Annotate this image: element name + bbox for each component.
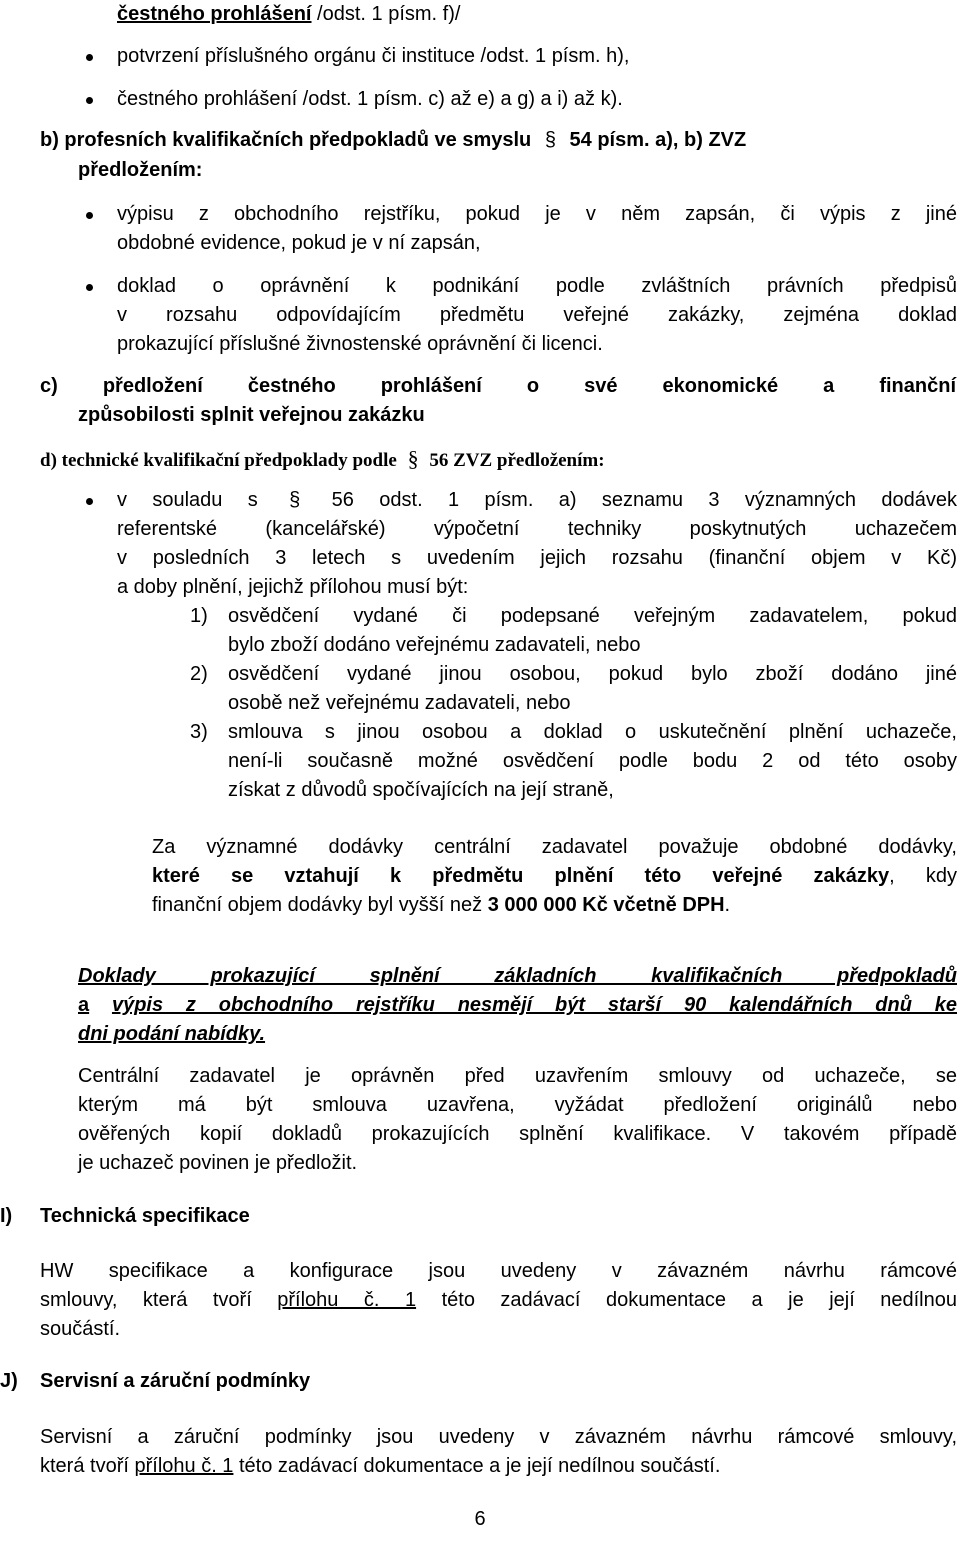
numbered-item (228, 602, 957, 660)
bullet-text (117, 200, 957, 258)
bullet-icon (86, 54, 93, 61)
paragraph-line: je uchazeč povinen je předložit. (78, 1152, 358, 1174)
honest-declaration-term: čestného prohlášení (117, 3, 312, 25)
documents-age-notice (78, 962, 957, 1049)
bullet-line: v posledních 3 letech s uvedením jejich rozsahu (finanční objem v Kč) (117, 547, 957, 569)
notice-conj: a (78, 994, 90, 1016)
clause-ref: /odst. 1 písm. f)/ (311, 3, 461, 25)
item-line: bylo zboží dodáno veřejnému zadavateli, nebo (228, 634, 641, 656)
bullet-line: výpisu z obchodního rejstříku, pokud je v něm zapsán, či výpis z jiné (117, 203, 957, 225)
bullet-line: referentské (kancelářské) výpočetní techniky poskytnutých uchazečem (117, 518, 957, 540)
item-number: 1) (190, 605, 208, 627)
bullet-icon (86, 212, 93, 219)
paragraph-line: ověřených kopií dokladů prokazujících splnění kvalifikace. V takovém případě (78, 1123, 957, 1145)
paragraph-line: součástí. (40, 1318, 121, 1340)
section-sign-icon: § (544, 129, 556, 151)
section-d-text: d) technické kvalifikační předpoklady podle (40, 450, 397, 471)
section-i-letter: I) (0, 1205, 13, 1227)
section-sign-icon: § (289, 489, 301, 511)
item-line: získat z důvodů spočívajících na její straně, (228, 779, 614, 801)
notice-line (78, 991, 957, 1020)
bullet-text: čestného prohlášení /odst. 1 písm. c) až e) a g) a i) až k). (117, 88, 623, 110)
paragraph-line: HW specifikace a konfigurace jsou uvedeny v závazném návrhu rámcové (40, 1260, 957, 1282)
section-j-text (40, 1423, 957, 1481)
bullet-line (117, 486, 957, 515)
paragraph-line: Servisní a záruční podmínky jsou uvedeny v závazném návrhu rámcové smlouvy, (40, 1426, 957, 1448)
bullet-line: prokazující příslušné živnostenské oprávnění či licenci. (117, 333, 603, 355)
paragraph-line: Centrální zadavatel je oprávněn před uzavřením smlouvy od uchazeče, se (78, 1065, 957, 1087)
bullet-icon (86, 284, 93, 291)
paragraph-line (40, 1286, 957, 1315)
note-text: , kdy (889, 865, 958, 887)
item-number: 2) (190, 663, 208, 685)
bullet-line: obdobné evidence, pokud je v ní zapsán, (117, 232, 481, 254)
section-c-heading (40, 372, 956, 430)
section-j-letter: J) (0, 1370, 18, 1392)
section-sign-icon: § (407, 446, 419, 471)
section-i-text (40, 1257, 957, 1344)
bullet-text (117, 486, 957, 602)
numbered-item (228, 718, 957, 805)
bullet-line: a doby plnění, jejichž přílohou musí být: (117, 576, 469, 598)
note-line (152, 891, 957, 920)
notice-text: výpis z obchodního rejstříku nesmějí být starší 90 kalendářních dnů ke (111, 994, 958, 1016)
section-b-heading-cont: předložením: (78, 159, 203, 181)
note-amount: 3 000 000 Kč včetně DPH (487, 894, 725, 916)
central-authority-paragraph (78, 1062, 957, 1178)
paragraph-text: této zadávací dokumentace a je její nedílnou součástí. (239, 1455, 721, 1477)
item-line: osvědčení vydané či podepsané veřejným zadavatelem, pokud (228, 605, 957, 627)
item-line: osobě než veřejnému zadavateli, nebo (228, 692, 571, 714)
continued-line (117, 0, 460, 29)
section-b-text: b) profesních kvalifikačních předpokladů ve smyslu (40, 129, 532, 151)
bullet-icon (86, 97, 93, 104)
paragraph-text: která tvoří (40, 1455, 129, 1477)
annex-1-link[interactable]: přílohu č. 1 (134, 1455, 234, 1477)
paragraph-line (40, 1452, 957, 1481)
note-emphasis: které se vztahují k předmětu plnění této veřejné zakázky (152, 865, 890, 887)
bullet-line-part: 56 odst. 1 písm. a) seznamu 3 významných dodávek (331, 489, 958, 511)
note-line (152, 862, 957, 891)
item-line: osvědčení vydané jinou osobou, pokud bylo zboží dodáno jiné (228, 663, 957, 685)
item-number: 3) (190, 721, 208, 743)
section-b-heading (40, 126, 956, 155)
note-line: Za významné dodávky centrální zadavatel považuje obdobné dodávky, (152, 836, 957, 858)
bullet-text (117, 272, 957, 359)
item-line: smlouva s jinou osobou a doklad o uskutečnění plnění uchazeče, (228, 721, 957, 743)
section-d-heading (40, 444, 605, 475)
section-c-line: způsobilosti splnit veřejnou zakázku (78, 404, 425, 426)
note-text: finanční objem dodávky byl vyšší než (152, 894, 488, 916)
bullet-line: v rozsahu odpovídajícím předmětu veřejné zakázky, zejména doklad (117, 304, 957, 326)
section-b-ref: 54 písm. a), b) ZVZ (569, 129, 747, 151)
paragraph-line: kterým má být smlouva uzavřena, vyžádat předložení originálů nebo (78, 1094, 957, 1116)
numbered-item (228, 660, 957, 718)
bullet-line: doklad o oprávnění k podnikání podle zvláštních právních předpisů (117, 275, 957, 297)
section-j-title: Servisní a záruční podmínky (40, 1370, 311, 1392)
notice-line: dni podání nabídky. (78, 1023, 266, 1045)
paragraph-text: této zadávací dokumentace a je její nedílnou (441, 1289, 957, 1311)
bullet-text: potvrzení příslušného orgánu či instituce /odst. 1 písm. h), (117, 45, 630, 67)
section-d-ref: 56 ZVZ předložením: (429, 450, 605, 471)
note-text: . (724, 894, 731, 916)
paragraph-text: smlouvy, která tvoří (40, 1289, 252, 1311)
significant-deliveries-note (152, 833, 957, 920)
annex-1-link[interactable]: přílohu č. 1 (277, 1289, 417, 1311)
bullet-icon (86, 498, 93, 505)
section-i-title: Technická specifikace (40, 1205, 250, 1227)
item-line: není-li současně možné osvědčení podle bodu 2 od této osoby (228, 750, 957, 772)
notice-line: Doklady prokazující splnění základních kvalifikačních předpokladů (78, 965, 957, 987)
bullet-line-part: v souladu s (117, 489, 258, 511)
page-number: 6 (474, 1508, 486, 1530)
section-c-line: c) předložení čestného prohlášení o své ekonomické a finanční (40, 375, 956, 397)
